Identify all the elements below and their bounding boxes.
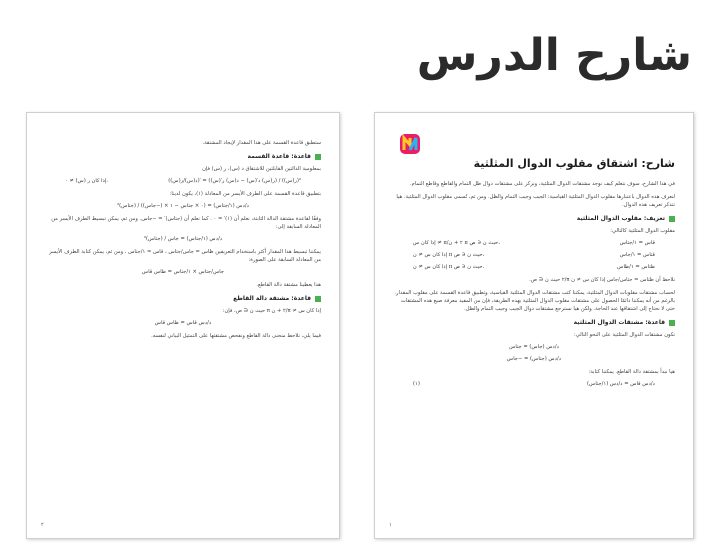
definition-cotangent: إذا كان س ≠ ن π حيث ن ∈ ص. ظتاس = ١/ظاس [413,264,655,270]
page-number: ١ [389,522,392,528]
document-title: شارح: اشتقاق مقلوب الدوال المثلثية [473,157,675,170]
definition-cosecant: إذا كان س ≠ ن π حيث ن ∈ ص، قتاس = ١/جاس [413,252,655,258]
apply-formula: د/دس (١/جتاس) = (٠ × جتاس − ١ × (−جاس)) / (جتاس)² [117,203,249,209]
nagwa-logo-icon [399,133,421,155]
apply-text: بتطبيق قاعدة القسمة على الطرف الأيسر من المعادلة (١)، يكون لدينا: [169,191,321,197]
note-text: وفقًا لقاعدة مشتقة الدالة الثابتة، نعلم أن (١)′ = ٠ . كما نعلم أن (جتاس)′ = −جاس. ومن ثم، يمكن تبسيط الطرف الأيسر من المعادلة السابقة إلى: [51,216,321,230]
rewrite-formula: جاس/جتاس × ١/جتاس = ظاس قاس [141,269,225,275]
quotient-rule-formula: إذا كان ر (س) ≠ ٠. (د(س)/ر(س))′ = (ر(س) د′(س) − د(س) ر′(س)) / (ر(س))² [65,178,301,184]
cos-derivative-formula: د/دس (جتاس) = −جاس [506,356,562,362]
green-square-icon [315,296,321,302]
intro-text: ستطبق قاعدة القسمة على هذا المقدار لإيجاد المشتقة. [202,140,321,146]
sin-derivative-formula: د/دس (جاس) = جتاس [509,344,559,350]
document-page-1 [374,112,694,539]
secant-derivative-formula: د/دس قاس = ظاس قاس [154,320,212,326]
rule2-text: إذا كان س ≠ π/٢ + ن π حيث ن ∈ ص، فإن: [222,308,321,314]
final-formula: (١) د/دس قاس = د/دس (١/جتاس) [413,381,655,387]
rule-closing-text: هيا نبدأ بمشتقة دالة القاطع. يمكننا كتابة: [588,369,675,375]
body-text: لحساب مشتقات مقلوبات الدوال المثلثية، يمكننا كتب مشتقات الدوال المثلثية القياسية، وتطبيق قاعدة القسمة على مقلوب المقدار. بالرغم من أنه يمكننا دائمًا الحصول على مشتقات مقلوب الدوال المثلثية بهذه الطريقة، فإن من المفيد معرفة صيغ هذه المشتقات حتى لا نحتاج إلى اشتقاقها عند الحاجة. ولكن هيا نسترجع مشتقات دوال الجيب وجيب التمام والظل. [394,290,675,312]
green-square-icon [669,320,675,326]
rule-heading-quotient: قاعدة: قاعدة القسمة [45,153,321,160]
definition-secant: إذا كان س ≠ π/٢ + ن π حيث ن ∈ ص، قاس = ١/جتاس [413,240,655,246]
rule-text: تكون مشتقات الدوال المثلثية على النحو التالي: [574,332,675,338]
definition-heading: تعريف: مقلوب الدوال المثلثية [393,215,675,222]
closing-text: فيما يلي، نلاحظ منحنى دالة القاطع ونفحص مشتقتها على التمثيل البياني لنفسه. [151,333,321,339]
note-text: نلاحظ أن ظتاس = جتاس/جاس إذا كان س ≠ ن π/٢ حيث ن ∈ ص. [529,277,675,283]
rewrite-text: يمكننا تبسيط هذا المقدار أكثر باستخدام التعريفين ظاس = جاس/جتاس ، قاس = ١/جتاس ، ومن ثم، يمكن كتابة الطرف الأيسر من المعادلة السابقة على الصورة: [49,249,321,263]
page-title: شارح الدرس [416,30,692,81]
rule-heading-secant: قاعدة: مشتقة دالة القاطع [45,295,321,302]
intro-text: في هذا الشارح، سوف نتعلم كيف نوجد مشتقات الدوال المثلثية، ونركز على مشتقات دوال ظل التمام والقاطع وقاطع التمام. [409,181,675,187]
green-square-icon [669,216,675,222]
green-square-icon [315,154,321,160]
rule-text: بمعلومية الدالتين القابلتين للاشتقاق د (س)، ر (س) فإن [202,166,321,172]
intro2-text: لنعرف هذه الدوال باعتبارها مقلوب الدوال المثلثية القياسية: الجيب وجيب التمام والظل. ومن ثم، تُسمى مقلوب الدوال المثلثية. هيا نتذكر تعريف هذه الدوال. [396,194,675,208]
simplify-formula: د/دس (١/جتاس) = جاس / (جتاس)² [143,236,223,242]
result-text: هذا يعطينا مشتقة دالة القاطع. [256,282,321,288]
page-number: ٢ [41,522,44,528]
definition-text: مقلوب الدوال المثلثية كالتالي: [610,228,675,234]
rule-heading-trig-derivatives: قاعدة: مشتقات الدوال المثلثية [393,319,675,326]
document-page-2 [26,112,340,539]
